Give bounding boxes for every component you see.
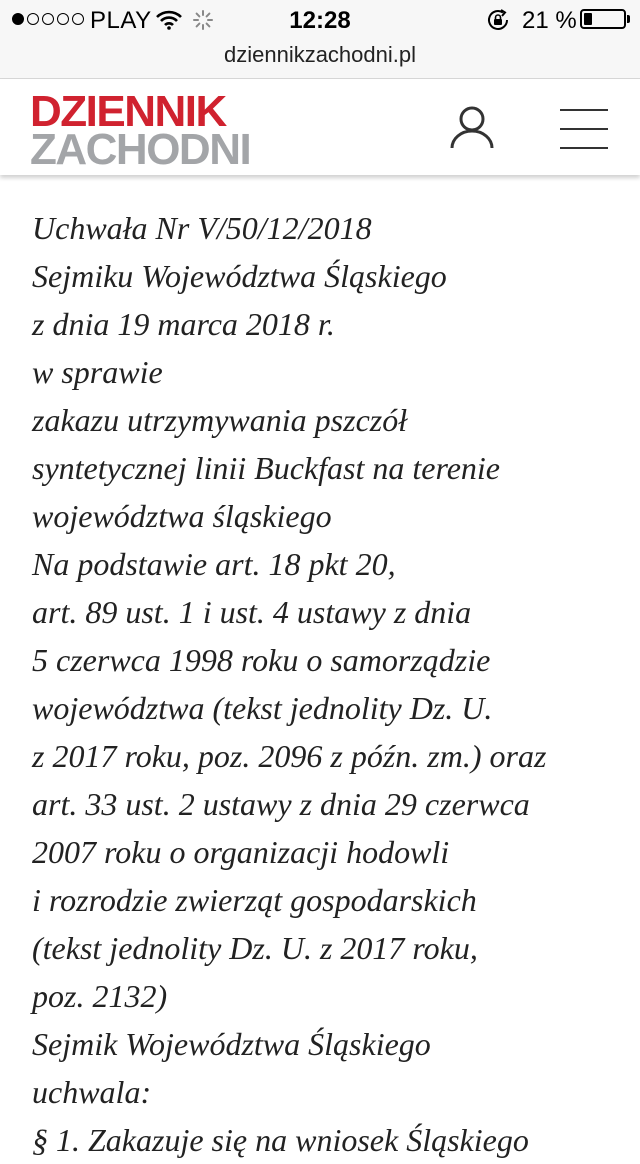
site-logo[interactable] [30,87,251,174]
article-line: Uchwała Nr V/50/12/2018 [32,210,372,246]
url-text[interactable]: dziennikzachodni.pl [223,42,417,67]
status-bar [0,0,640,40]
article-line: i rozrodzie zwierząt gospodarskich [32,882,477,918]
article-line: Na podstawie art. 18 pkt 20, [32,546,396,582]
article-line: Sejmiku Województwa Śląskiego [32,258,447,294]
article-line: uchwala: [32,1074,152,1110]
article-line: województwa (tekst jednolity Dz. U. [32,690,493,726]
carrier-name: PLAY [90,7,152,34]
article-line: poz. 2132) [32,978,168,1014]
clock: 12:28 [289,7,351,34]
rotation-lock-icon [486,8,510,39]
article-line: z dnia 19 marca 2018 r. [32,306,335,342]
address-bar[interactable] [0,40,640,79]
battery-tip [627,15,630,23]
article-line: art. 33 ust. 2 ustawy z dnia 29 czerwca [32,786,530,822]
article-line: art. 89 ust. 1 i ust. 4 ustawy z dnia [32,594,472,630]
logo-text-bottom: ZACHODNI [30,125,251,174]
article-line: § 1. Zakazuje się na wniosek Śląskiego [32,1122,529,1158]
article-line: syntetycznej linii Buckfast na terenie [32,450,500,486]
article-line: w sprawie [32,354,163,390]
article-line: (tekst jednolity Dz. U. z 2017 roku, [32,930,478,966]
article-line: zakazu utrzymywania pszczół [32,402,408,438]
article-body [32,204,632,1158]
battery-percentage: 21 % [522,7,577,34]
battery-icon [580,9,626,29]
article-line: 5 czerwca 1998 roku o samorządzie [32,642,491,678]
user-account-icon[interactable] [448,105,496,154]
article-line: 2007 roku o organizacji hodowli [32,834,450,870]
battery-level-fill [584,13,592,25]
article-line: Sejmik Województwa Śląskiego [32,1026,431,1062]
site-header [0,79,640,175]
article-line: województwa śląskiego [32,498,332,534]
article-line: z 2017 roku, poz. 2096 z późn. zm.) oraz [32,738,547,774]
hamburger-menu-icon[interactable] [560,109,608,149]
logo-text-top: DZIENNIK [30,87,226,136]
